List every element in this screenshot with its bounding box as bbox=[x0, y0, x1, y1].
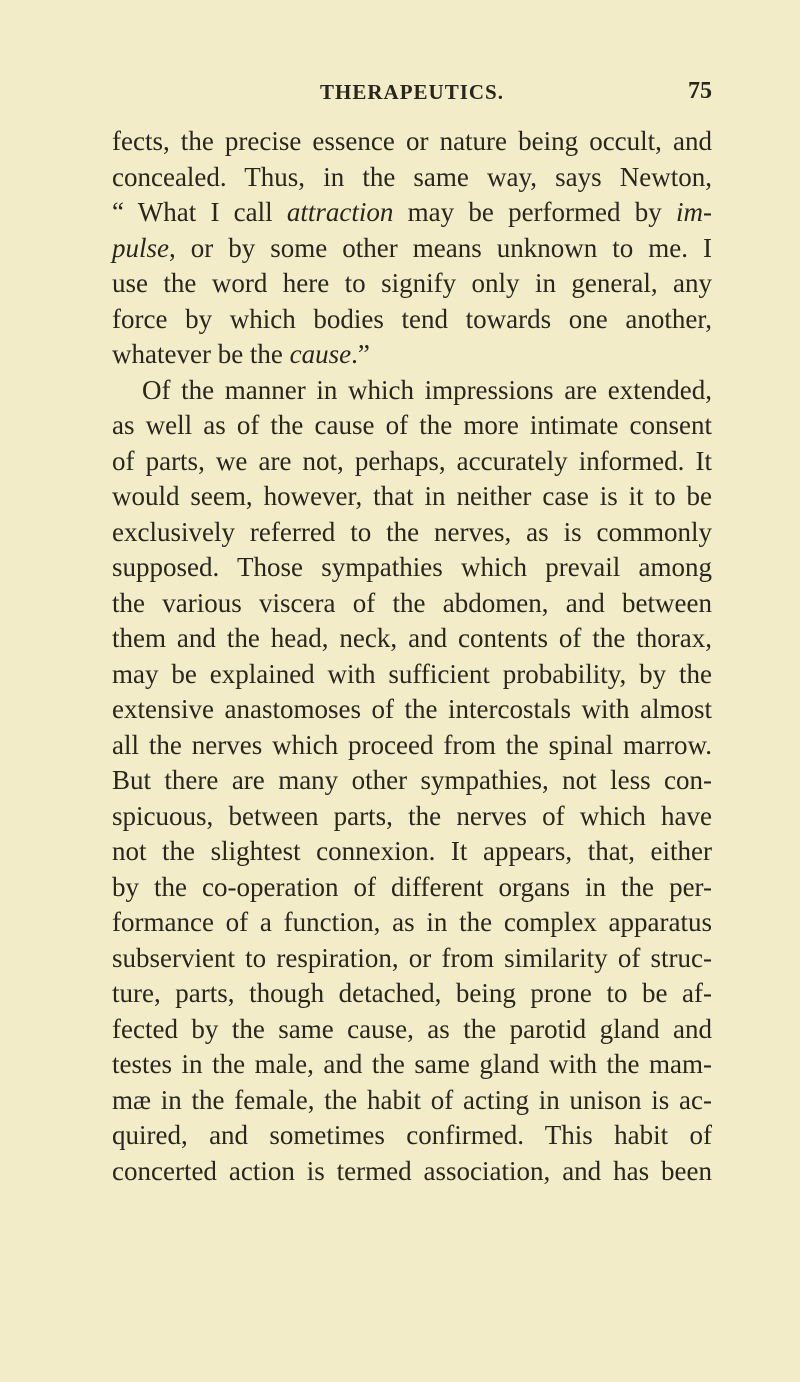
text-line bbox=[112, 1047, 712, 1083]
text-line bbox=[112, 799, 712, 835]
text-segment: .” bbox=[351, 339, 370, 369]
text-segment: spicuous, between parts, the nerves of which have bbox=[112, 800, 712, 831]
text-line bbox=[112, 692, 712, 728]
text-line bbox=[112, 266, 712, 302]
italic-text: cause bbox=[289, 339, 352, 369]
text-line bbox=[112, 124, 712, 160]
text-segment: testes in the male, and the same gland with the mam- bbox=[112, 1049, 712, 1079]
text-segment: not the slightest connexion. It appears, that, either bbox=[112, 836, 712, 866]
text-line bbox=[112, 763, 712, 799]
text-segment: fected by the same cause, as the parotid gland and bbox=[112, 1013, 712, 1044]
text-segment: quired, and sometimes confirmed. This habit of bbox=[112, 1120, 712, 1150]
text-segment: formance of a function, as in the complex apparatus bbox=[112, 907, 712, 937]
text-segment: may be explained with sufficient probability, by the bbox=[112, 658, 712, 689]
text-segment: all the nerves which proceed from the spinal marrow. bbox=[112, 729, 712, 760]
text-segment: force by which bodies tend towards one another, bbox=[112, 303, 712, 334]
text-line bbox=[112, 941, 712, 977]
text-segment: supposed. Those sympathies which prevail among bbox=[112, 552, 712, 582]
text-segment: subservient to respiration, or from similarity of struc- bbox=[112, 942, 712, 973]
text-line bbox=[112, 302, 712, 338]
text-segment: by the co-operation of different organs in the per- bbox=[112, 871, 712, 902]
text-segment: “ What I call bbox=[112, 197, 287, 227]
text-segment: of parts, we are not, perhaps, accurately informed. It bbox=[112, 445, 712, 476]
text-line bbox=[112, 1012, 712, 1048]
text-segment: concerted action is termed association, and has been bbox=[112, 1155, 712, 1186]
text-line bbox=[112, 621, 712, 657]
italic-text: im- bbox=[676, 197, 712, 227]
text-line bbox=[112, 195, 712, 231]
text-line bbox=[112, 550, 712, 586]
text-segment: whatever be the bbox=[112, 339, 290, 369]
text-line bbox=[112, 479, 712, 515]
text-line bbox=[112, 976, 712, 1012]
text-line bbox=[112, 1083, 712, 1119]
page-number: 75 bbox=[688, 78, 712, 104]
text-line bbox=[112, 373, 712, 409]
text-line bbox=[112, 160, 712, 196]
text-segment: may be performed by bbox=[393, 197, 676, 227]
text-line bbox=[112, 1154, 712, 1190]
text-line bbox=[112, 231, 712, 267]
text-line bbox=[112, 1118, 712, 1154]
text-segment: mæ in the female, the habit of acting in unison is ac- bbox=[112, 1084, 712, 1115]
italic-text: pulse bbox=[112, 232, 169, 263]
text-segment: use the word here to signify only in general, any bbox=[112, 268, 712, 298]
text-line bbox=[112, 337, 712, 373]
text-segment: as well as of the cause of the more intimate consent bbox=[112, 410, 712, 440]
text-segment: fects, the precise essence or nature being occult, and bbox=[112, 126, 712, 156]
text-line bbox=[112, 657, 712, 693]
text-line bbox=[112, 515, 712, 551]
text-line bbox=[112, 586, 712, 622]
text-line bbox=[112, 870, 712, 906]
running-title: THERAPEUTICS. bbox=[320, 80, 504, 104]
italic-text: attraction bbox=[286, 197, 394, 227]
text-line bbox=[112, 834, 712, 870]
running-head bbox=[112, 80, 712, 110]
text-segment: them and the head, neck, and contents of the thorax, bbox=[112, 623, 712, 653]
body-text bbox=[112, 124, 712, 1189]
text-line bbox=[112, 728, 712, 764]
text-line bbox=[112, 444, 712, 480]
text-line bbox=[112, 905, 712, 941]
text-segment: extensive anastomoses of the intercostals with almost bbox=[112, 694, 712, 724]
text-segment: exclusively referred to the nerves, as is commonly bbox=[112, 516, 712, 547]
text-segment: the various viscera of the abdomen, and between bbox=[112, 587, 712, 618]
text-segment: ture, parts, though detached, being prone to be af- bbox=[112, 978, 712, 1008]
text-segment: Of the manner in which impressions are extended, bbox=[142, 374, 712, 405]
text-segment: But there are many other sympathies, not less con- bbox=[112, 765, 712, 795]
text-segment: concealed. Thus, in the same way, says Newton, bbox=[112, 161, 712, 192]
text-segment: would seem, however, that in neither case is it to be bbox=[112, 481, 712, 511]
text-segment: , or by some other means unknown to me. I bbox=[169, 232, 712, 263]
text-line bbox=[112, 408, 712, 444]
